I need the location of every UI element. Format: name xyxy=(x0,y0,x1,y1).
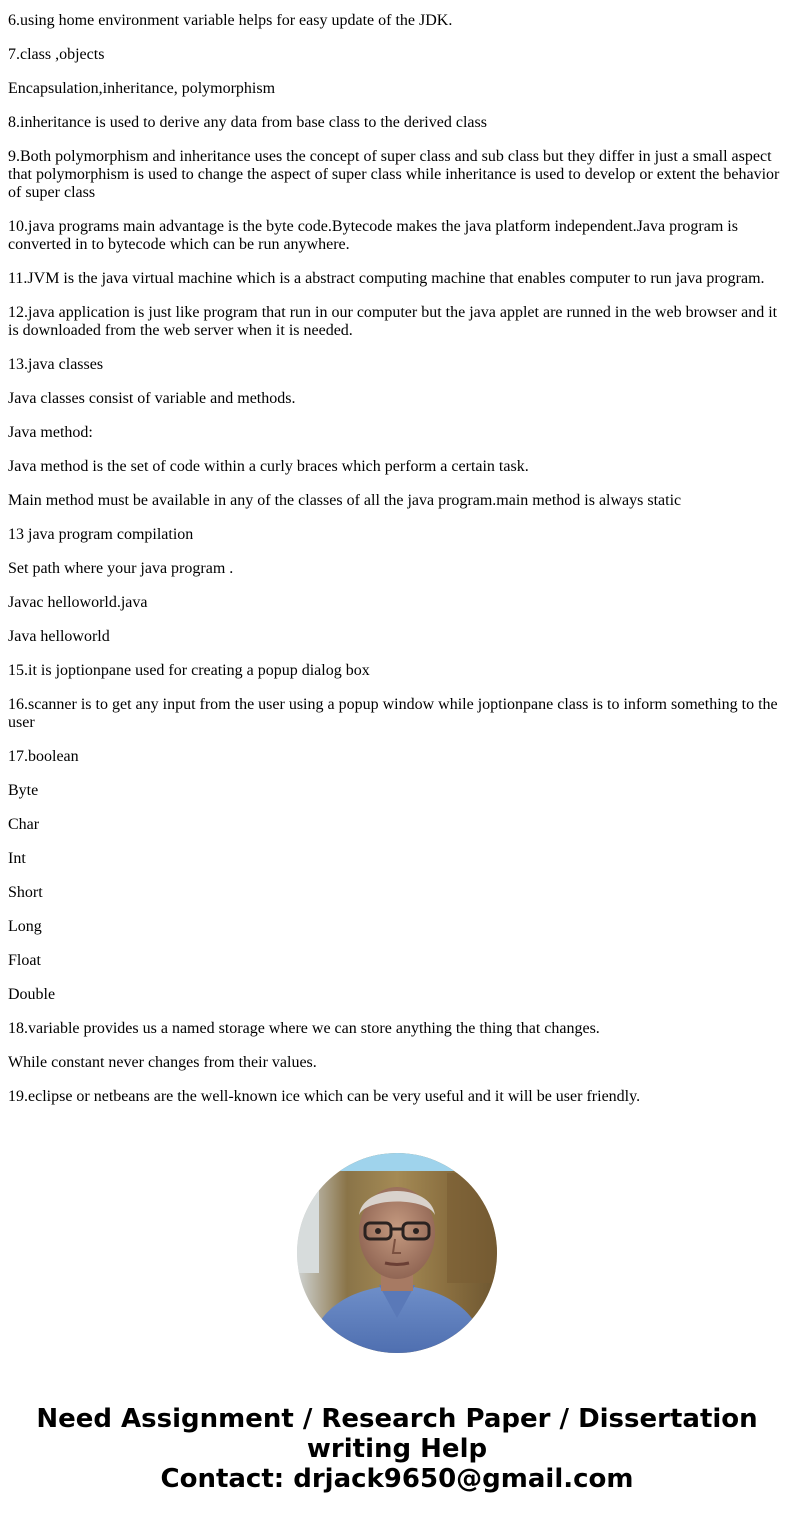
paragraph: Set path where your java program . xyxy=(8,560,234,577)
paragraph: Short xyxy=(8,884,43,901)
paragraph: Javac helloworld.java xyxy=(8,594,148,611)
paragraph: 7.class ,objects xyxy=(8,46,105,63)
paragraph: 6.using home environment variable helps for easy update of the JDK. xyxy=(8,12,453,29)
paragraph: Encapsulation,inheritance, polymorphism xyxy=(8,80,276,97)
paragraph: Java method is the set of code within a curly braces which perform a certain task. xyxy=(8,458,529,475)
paragraph: Long xyxy=(8,918,42,935)
paragraph: Double xyxy=(8,986,56,1003)
paragraph: 8.inheritance is used to derive any data from base class to the derived class xyxy=(8,114,487,131)
paragraph: Main method must be available in any of the classes of all the java program.main method is always static xyxy=(8,492,682,509)
paragraph: 12.java application is just like program that run in our computer but the java applet are runned in the web browser and it is downloaded from the web server when it is needed. xyxy=(8,304,778,339)
paragraph: 10.java programs main advantage is the byte code.Bytecode makes the java platform independent.Java program is converted in to bytecode which can be run anywhere. xyxy=(8,218,738,253)
author-photo xyxy=(297,1153,497,1353)
paragraph: 19.eclipse or netbeans are the well-known ice which can be very useful and it will be user friendly. xyxy=(8,1088,641,1105)
paragraph: Char xyxy=(8,816,40,833)
paragraph: 18.variable provides us a named storage where we can store anything the thing that changes. xyxy=(8,1020,600,1037)
paragraph: Java helloworld xyxy=(8,628,110,645)
promo-headline: Need Assignment / Research Paper / Dissertation writing Help xyxy=(36,1404,758,1464)
paragraph: 17.boolean xyxy=(8,748,79,765)
paragraph: 13.java classes xyxy=(8,356,104,373)
paragraph: Java classes consist of variable and methods. xyxy=(8,390,296,407)
paragraph: 9.Both polymorphism and inheritance uses the concept of super class and sub class but they differ in just a small aspect that polymorphism is used to change the aspect of super class while inheritance is used to develop or extent the behavior of super class xyxy=(8,148,780,201)
paragraph: 13 java program compilation xyxy=(8,526,194,543)
paragraph: 15.it is joptionpane used for creating a popup dialog box xyxy=(8,662,370,679)
paragraph: Byte xyxy=(8,782,39,799)
paragraph: 11.JVM is the java virtual machine which is a abstract computing machine that enables computer to run java program. xyxy=(8,270,765,287)
answer-text xyxy=(8,12,784,1122)
promo-banner xyxy=(0,1404,794,1494)
paragraph: Java method: xyxy=(8,424,93,441)
paragraph: While constant never changes from their values. xyxy=(8,1054,317,1071)
paragraph: Int xyxy=(8,850,26,867)
promo-contact: Contact: drjack9650@gmail.com xyxy=(160,1464,634,1494)
paragraph: Float xyxy=(8,952,41,969)
paragraph: 16.scanner is to get any input from the user using a popup window while joptionpane class is to inform something to the user xyxy=(8,696,778,731)
